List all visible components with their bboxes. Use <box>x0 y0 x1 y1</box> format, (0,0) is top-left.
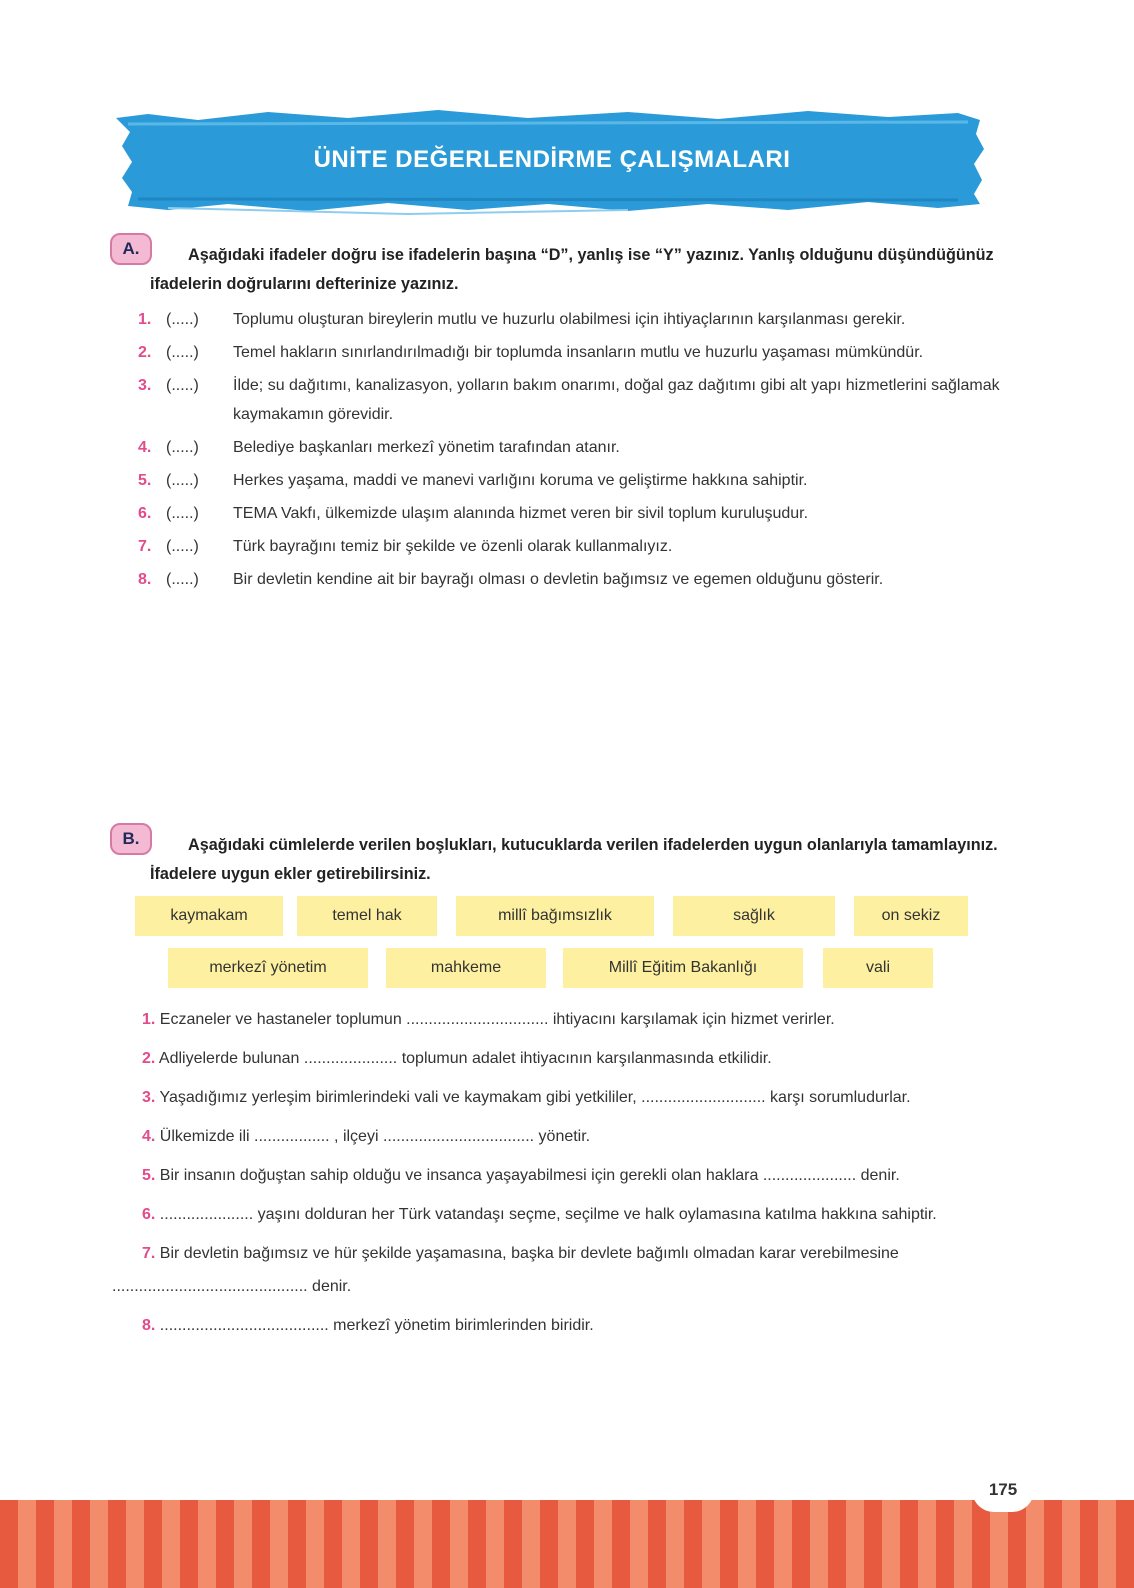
item-number: 6. <box>138 505 152 522</box>
footer-stripe <box>504 1500 522 1588</box>
item-number: 3. <box>138 377 152 394</box>
footer-stripe <box>576 1500 594 1588</box>
answer-blank[interactable]: (.....) <box>166 571 199 588</box>
item-text: Temel hakların sınırlandırılmadığı bir toplumda insanların mutlu ve huzurlu yaşaması mümkündür. <box>233 344 924 361</box>
answer-blank[interactable]: (.....) <box>166 472 199 489</box>
list-item <box>112 1237 1012 1303</box>
list-item <box>112 1003 1012 1036</box>
list-item <box>138 499 1008 528</box>
footer-stripe <box>288 1500 306 1588</box>
item-text: Eczaneler ve hastaneler toplumun ................................ ihtiyacını karşılamak için hizmet verirler. <box>159 1011 835 1028</box>
footer-stripe <box>72 1500 90 1588</box>
item-text: Bir devletin bağımsız ve hür şekilde yaşamasına, başka bir devlete bağımlı olmadan karar verebilmesine ............................................ denir. <box>112 1245 899 1295</box>
word-chip: millî bağımsızlık <box>456 896 654 936</box>
footer-stripe <box>252 1500 270 1588</box>
item-number: 5. <box>142 1167 156 1184</box>
item-text: TEMA Vakfı, ülkemizde ulaşım alanında hizmet veren bir sivil toplum kuruluşudur. <box>233 505 809 522</box>
footer-stripe <box>792 1500 810 1588</box>
list-item <box>112 1309 1012 1342</box>
word-chip: merkezî yönetim <box>168 948 368 988</box>
list-item <box>138 532 1008 561</box>
footer-stripe <box>900 1500 918 1588</box>
word-chip: sağlık <box>673 896 835 936</box>
item-number: 5. <box>138 472 152 489</box>
section-a-instruction: Aşağıdaki ifadeler doğru ise ifadelerin başına “D”, yanlış ise “Y” yazınız. Yanlış olduğunu düşündüğünüz ifadelerin doğrularını defterinize yazınız. <box>150 246 994 293</box>
word-chip: temel hak <box>297 896 437 936</box>
section-b-badge: B. <box>110 823 152 855</box>
list-item <box>112 1198 1012 1231</box>
item-number: 8. <box>142 1317 156 1334</box>
answer-blank[interactable]: (.....) <box>166 344 199 361</box>
footer-stripe <box>216 1500 234 1588</box>
answer-blank[interactable]: (.....) <box>166 439 199 456</box>
item-text: Bir insanın doğuştan sahip olduğu ve insanca yaşayabilmesi için gerekli olan haklara ..................... denir. <box>159 1167 900 1184</box>
list-item <box>138 371 1008 429</box>
footer-stripe <box>972 1500 990 1588</box>
page-number: 175 <box>972 1468 1034 1512</box>
item-text: Herkes yaşama, maddi ve manevi varlığını koruma ve geliştirme hakkına sahiptir. <box>233 472 808 489</box>
page-title: ÜNİTE DEĞERLENDİRME ÇALIŞMALARI <box>313 146 791 173</box>
word-chip: vali <box>823 948 933 988</box>
word-chip: Millî Eğitim Bakanlığı <box>563 948 803 988</box>
word-chip: mahkeme <box>386 948 546 988</box>
footer-stripes <box>0 1500 1134 1588</box>
section-a-list <box>138 305 1008 594</box>
list-item <box>138 433 1008 462</box>
list-item <box>112 1042 1012 1075</box>
list-item <box>138 466 1008 495</box>
item-number: 7. <box>138 538 152 555</box>
item-number: 3. <box>142 1089 156 1106</box>
footer-stripe <box>864 1500 882 1588</box>
footer-stripe <box>432 1500 450 1588</box>
item-number: 1. <box>138 311 152 328</box>
section-b-instruction: Aşağıdaki cümlelerde verilen boşlukları, kutucuklarda verilen ifadelerden uygun olanlarıyla tamamlayınız. İfadelere uygun ekler getirebilirsiniz. <box>150 836 998 883</box>
footer-stripe <box>612 1500 630 1588</box>
section-a-badge: A. <box>110 233 152 265</box>
footer-stripe <box>468 1500 486 1588</box>
item-number: 7. <box>142 1245 156 1262</box>
footer-stripe <box>1044 1500 1062 1588</box>
footer-stripe <box>36 1500 54 1588</box>
footer-stripe <box>108 1500 126 1588</box>
item-text: ..................... yaşını dolduran her Türk vatandaşı seçme, seçilme ve halk oylamasına katılma hakkına sahiptir. <box>159 1206 937 1223</box>
footer-stripe <box>144 1500 162 1588</box>
item-text: Yaşadığımız yerleşim birimlerindeki vali ve kaymakam gibi yetkililer, ............................ karşı sorumludurlar. <box>159 1089 911 1106</box>
item-number: 8. <box>138 571 152 588</box>
item-number: 4. <box>138 439 152 456</box>
footer-stripe <box>324 1500 342 1588</box>
word-chip: kaymakam <box>135 896 283 936</box>
footer-stripe <box>1008 1500 1026 1588</box>
item-text: İlde; su dağıtımı, kanalizasyon, yolların bakım onarımı, doğal gaz dağıtımı gibi alt yapı hizmetlerini sağlamak kaymakamın görevidir. <box>233 377 1000 423</box>
footer-stripe <box>684 1500 702 1588</box>
answer-blank[interactable]: (.....) <box>166 505 199 522</box>
item-number: 4. <box>142 1128 156 1145</box>
word-chip: on sekiz <box>854 896 968 936</box>
footer-stripe <box>1080 1500 1098 1588</box>
list-item <box>112 1081 1012 1114</box>
footer-stripe <box>396 1500 414 1588</box>
item-number: 6. <box>142 1206 156 1223</box>
footer-stripe <box>756 1500 774 1588</box>
answer-blank[interactable]: (.....) <box>166 311 199 328</box>
footer-stripe <box>180 1500 198 1588</box>
footer-stripe <box>648 1500 666 1588</box>
list-item <box>138 338 1008 367</box>
footer-stripe <box>0 1500 18 1588</box>
footer-stripe <box>360 1500 378 1588</box>
list-item <box>138 305 1008 334</box>
item-text: Adliyelerde bulunan ..................... toplumun adalet ihtiyacının karşılanmasında etkilidir. <box>158 1050 772 1067</box>
item-text: Türk bayrağını temiz bir şekilde ve özenli olarak kullanmalıyız. <box>233 538 673 555</box>
fill-in-list <box>112 1003 1012 1342</box>
title-banner <box>108 104 996 222</box>
item-number: 1. <box>142 1011 156 1028</box>
item-number: 2. <box>138 344 152 361</box>
footer-stripe <box>720 1500 738 1588</box>
answer-blank[interactable]: (.....) <box>166 538 199 555</box>
item-text: ...................................... merkezî yönetim birimlerinden biridir. <box>159 1317 594 1334</box>
footer-stripe <box>1116 1500 1134 1588</box>
footer-stripe <box>828 1500 846 1588</box>
item-text: Toplumu oluşturan bireylerin mutlu ve huzurlu olabilmesi için ihtiyaçlarının karşılanması gerekir. <box>233 311 906 328</box>
item-number: 2. <box>142 1050 156 1067</box>
footer-stripe <box>936 1500 954 1588</box>
list-item <box>112 1159 1012 1192</box>
item-text: Belediye başkanları merkezî yönetim tarafından atanır. <box>233 439 620 456</box>
list-item <box>138 565 1008 594</box>
answer-blank[interactable]: (.....) <box>166 377 199 394</box>
item-text: Ülkemizde ili ................. , ilçeyi .................................. yönetir. <box>159 1128 591 1145</box>
list-item <box>112 1120 1012 1153</box>
footer-stripe <box>540 1500 558 1588</box>
item-text: Bir devletin kendine ait bir bayrağı olması o devletin bağımsız ve egemen olduğunu gösterir. <box>233 571 884 588</box>
